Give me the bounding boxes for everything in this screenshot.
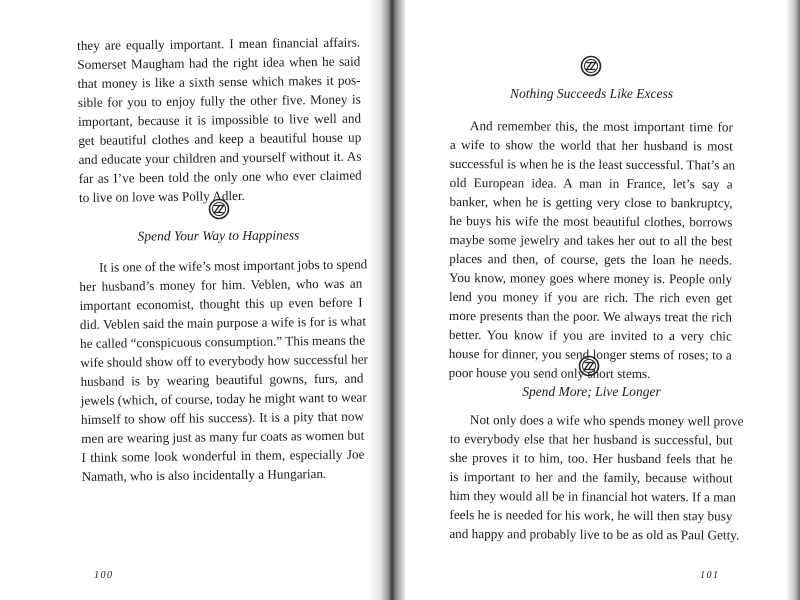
text-line: maybe some jewelry and takes her out to all the best	[449, 231, 733, 249]
left-page-number: 100	[94, 570, 114, 581]
text-line: And remember this, the most important time for	[469, 118, 733, 135]
text-line: important economist, thought this up even before I	[79, 294, 363, 313]
text-line: far as I’ve been told the only one who ever claimed	[78, 167, 362, 186]
text-line: lend you money if you are rich. The rich even get	[449, 288, 733, 306]
text-line: places and then, of course, gets the loan he needs.	[449, 250, 733, 268]
text-line: Not only does a wife who spends money well prove	[469, 412, 744, 429]
right-section-heading-2: Spend More; Live Longer	[522, 384, 661, 399]
text-line: she proves it to him, too. Her husband feels that he	[449, 449, 733, 467]
text-line: her husband’s money for him. Veblen, who was an	[79, 275, 363, 294]
text-line: poor house you send only short stems.	[448, 364, 651, 382]
text-line: more presents than the poor. We always treat the rich	[448, 307, 732, 325]
text-line: Somerset Maugham had the right idea when he said	[77, 53, 361, 72]
left-paragraph-2	[79, 255, 368, 486]
text-line: wife should show off to everybody how successful her	[80, 351, 368, 370]
left-page	[0, 0, 395, 600]
text-line: banker, when he is getting very close to bankruptcy,	[449, 193, 733, 211]
text-line: men are wearing just as many fur coats as women but	[81, 427, 365, 446]
text-line: him they would all be in financial hot waters. If a man	[449, 487, 736, 505]
ornament-icon	[578, 355, 600, 377]
text-line: house for dinner, you send longer stems of roses; to a	[448, 345, 732, 363]
left-section-heading: Spend Your Way to Happiness	[137, 227, 300, 244]
text-line: himself to show off his success). It is a pity that now	[80, 408, 365, 427]
text-line: jewels (which, of course, today he might want to wear	[80, 389, 367, 408]
right-paragraph-1	[448, 116, 736, 383]
text-line: is important to her and the family, because without	[449, 468, 733, 486]
text-line: he called “conspicuous consumption.” This means the	[79, 332, 366, 351]
text-line: and happy and probably live to be as old as Paul Getty.	[449, 525, 740, 543]
text-line: they are equally important. I mean financial affairs.	[77, 34, 361, 53]
page-edge-shadow	[786, 0, 800, 600]
text-line: husband is by wearing beautiful gowns, furs, and	[80, 370, 364, 389]
text-line: old European idea. A man in France, let’s say a	[449, 174, 733, 192]
text-line: and educate your children and yourself without it. As	[78, 148, 362, 167]
text-line: important, because it is impossible to live well and	[77, 110, 362, 129]
left-paragraph-1	[77, 33, 362, 207]
right-section-heading-1: Nothing Succeeds Like Excess	[509, 86, 674, 101]
text-line: feels he is needed for his work, he will then stay busy	[449, 506, 733, 524]
text-line: successful is when he is the least successful. That’s an	[449, 155, 736, 173]
text-line: to live on love was Polly Adler.	[78, 187, 245, 205]
ornament-icon	[580, 55, 602, 77]
text-line: You know, money goes where money is. People only	[449, 269, 733, 287]
text-line: to everybody else that her husband is successful, but	[449, 430, 733, 448]
text-line: he buys his wife the most beautiful clothes, borrows	[449, 212, 733, 230]
text-line: sible for you to enjoy fully the other five. Money is	[77, 91, 361, 110]
text-line: that money is like a sixth sense which makes it pos-	[77, 72, 361, 91]
ornament-icon	[208, 198, 230, 220]
right-page-number: 101	[700, 570, 720, 581]
right-paragraph-2	[449, 410, 744, 544]
text-line: better. You know if you are invited to a very chic	[448, 326, 732, 344]
text-line: a wife to show the world that her husband is most	[449, 136, 733, 154]
text-line: I think some look wonderful in them, especially Joe	[81, 446, 365, 465]
text-line: Namath, who is also incidentally a Hungarian.	[81, 465, 327, 484]
text-line: get beautiful clothes and keep a beautiful house up	[78, 129, 362, 148]
text-line: It is one of the wife’s most important jobs to spend	[99, 256, 368, 275]
right-page	[405, 0, 800, 600]
text-line: did. Veblen said the main purpose a wife is for is what	[79, 313, 367, 332]
